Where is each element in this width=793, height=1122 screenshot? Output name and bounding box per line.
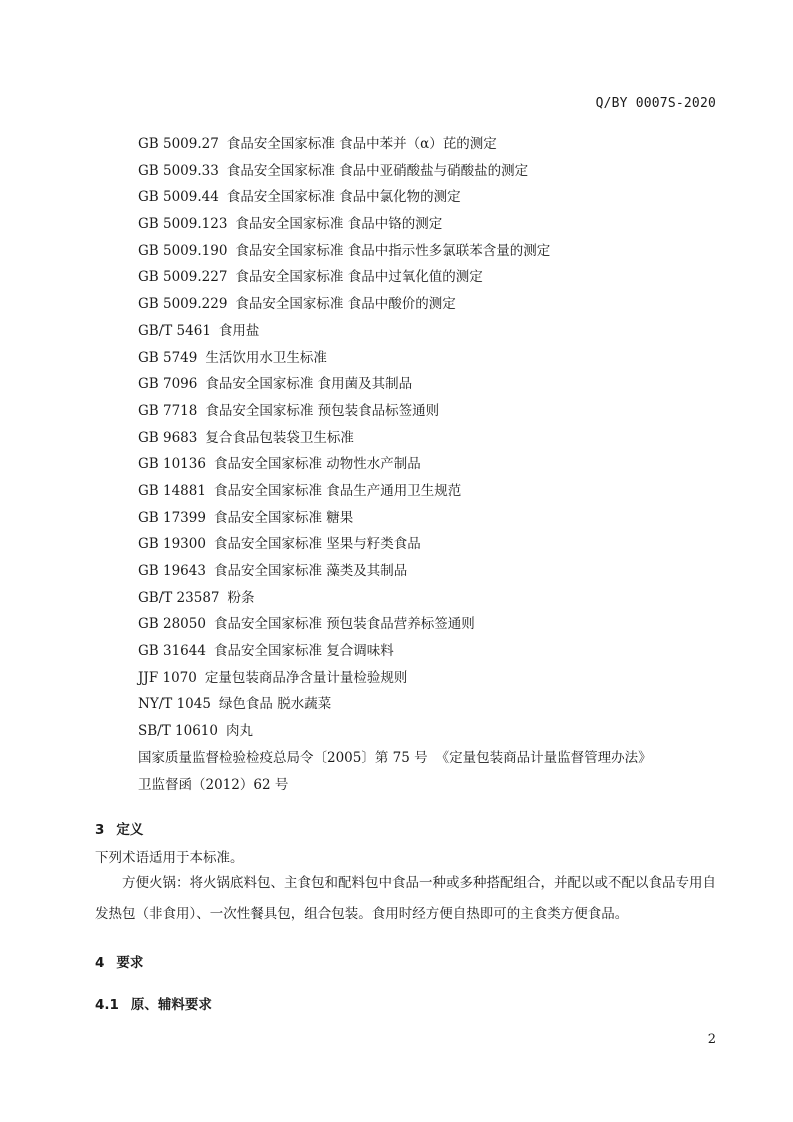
reference-item: [138, 668, 738, 695]
reference-title: 《定量包装商品计量监督管理办法》: [435, 749, 652, 766]
reference-code: GB 28050: [138, 616, 206, 633]
reference-code: NY/T 1045: [138, 696, 211, 713]
reference-item: [138, 401, 738, 428]
reference-item: [138, 694, 738, 721]
reference-code: GB 5009.227: [138, 269, 228, 286]
reference-code: GB 9683: [138, 429, 198, 446]
reference-code: GB 19643: [138, 563, 206, 579]
reference-title: 食品安全国家标准 食品中酸价的测定: [235, 296, 456, 313]
reference-title: 食品安全国家标准 食品中苯并（α）芘的测定: [226, 136, 497, 152]
reference-item: [138, 267, 738, 294]
reference-item: [138, 374, 738, 401]
section-3-intro: 下列术语适用于本标准。: [95, 850, 244, 866]
reference-item: [138, 214, 738, 241]
reference-code: GB 5009.123: [138, 216, 228, 233]
reference-item: [138, 321, 738, 348]
section-number: 3: [95, 822, 105, 838]
reference-item: [138, 294, 738, 321]
reference-item: [138, 721, 738, 748]
reference-code: GB 5009.190: [138, 242, 228, 259]
reference-item: [138, 614, 738, 641]
reference-code: GB 7096: [138, 376, 198, 393]
reference-code: GB 5749: [138, 349, 198, 366]
reference-code: 国家质量监督检验检疫总局令〔2005〕第 75 号: [138, 749, 428, 766]
reference-code: SB/T 10610: [138, 723, 218, 740]
reference-title: 食品安全国家标准 食品中过氧化值的测定: [235, 269, 483, 286]
reference-code: GB 5009.33: [138, 162, 219, 179]
reference-title: 食品安全国家标准 食用菌及其制品: [205, 376, 413, 393]
reference-title: 食品安全国家标准 食品中亚硝酸盐与硝酸盐的测定: [226, 162, 529, 179]
reference-code: GB 19300: [138, 536, 206, 553]
page-number: 2: [707, 1032, 716, 1047]
reference-title: 生活饮用水卫生标准: [205, 349, 327, 366]
reference-code: GB 5009.229: [138, 296, 228, 313]
standard-code: Q/BY 0007S-2020: [595, 96, 716, 111]
reference-item: [138, 481, 738, 508]
reference-title: 食品安全国家标准 藻类及其制品: [213, 563, 408, 579]
reference-item: [138, 161, 738, 188]
reference-code: 卫监督函（2012）62 号: [138, 776, 289, 793]
normative-references-list: [138, 134, 738, 801]
reference-item: [138, 534, 738, 561]
reference-title: 绿色食品 脱水蔬菜: [218, 696, 332, 713]
reference-title: 食品安全国家标准 食品中氯化物的测定: [226, 189, 461, 206]
reference-code: JJF 1070: [138, 669, 197, 686]
reference-title: 食品安全国家标准 食品生产通用卫生规范: [213, 482, 462, 499]
section-title: 原、辅料要求: [130, 997, 212, 1013]
reference-code: GB 10136: [138, 456, 206, 473]
reference-title: 定量包装商品净含量计量检验规则: [204, 669, 408, 686]
reference-item: [138, 348, 738, 375]
section-3-heading: [95, 818, 143, 838]
reference-item: [138, 187, 738, 214]
section-title: 定义: [116, 822, 144, 838]
reference-item: [138, 748, 738, 775]
section-number: 4: [95, 955, 105, 971]
reference-title: 食品安全国家标准 预包装食品标签通则: [205, 402, 440, 419]
reference-title: 复合食品包装袋卫生标准: [205, 429, 354, 446]
reference-item: [138, 561, 738, 588]
definition-paragraph: 方便火锅：将火锅底料包、主食包和配料包中食品一种或多种搭配组合，并配以或不配以食品专用自发热包（非食用）、一次性餐具包，组合包装。食用时经方便自热即可的主食类方便食品。: [95, 875, 716, 922]
reference-item: [138, 134, 738, 161]
reference-code: GB 5009.44: [138, 189, 219, 206]
reference-title: 食品安全国家标准 糖果: [213, 509, 354, 526]
reference-title: 食品安全国家标准 坚果与籽类食品: [213, 536, 421, 553]
reference-item: [138, 241, 738, 268]
section-number: 4.1: [95, 997, 119, 1013]
reference-code: GB 14881: [138, 482, 206, 499]
reference-item: [138, 588, 738, 615]
reference-code: GB 7718: [138, 402, 198, 419]
reference-item: [138, 641, 738, 668]
reference-title: 肉丸: [225, 723, 253, 740]
reference-code: GB 17399: [138, 509, 206, 526]
reference-title: 食品安全国家标准 预包装食品营养标签通则: [213, 616, 475, 633]
reference-title: 食品安全国家标准 食品中铬的测定: [235, 216, 443, 233]
section-4-heading: [95, 951, 143, 971]
reference-title: 食品安全国家标准 食品中指示性多氯联苯含量的测定: [235, 242, 551, 259]
reference-title: 食品安全国家标准 动物性水产制品: [213, 456, 421, 473]
section-4-1-heading: [95, 993, 212, 1013]
reference-item: [138, 428, 738, 455]
reference-title: 食品安全国家标准 复合调味料: [213, 643, 394, 660]
reference-code: GB/T 23587: [138, 589, 220, 606]
section-title: 要求: [116, 955, 144, 971]
reference-item: [138, 508, 738, 535]
reference-code: GB 5009.27: [138, 136, 219, 152]
reference-item: [138, 775, 738, 802]
reference-code: GB/T 5461: [138, 322, 211, 339]
reference-item: [138, 454, 738, 481]
reference-code: GB 31644: [138, 643, 206, 660]
reference-title: 粉条: [227, 589, 255, 606]
reference-title: 食用盐: [218, 322, 260, 339]
